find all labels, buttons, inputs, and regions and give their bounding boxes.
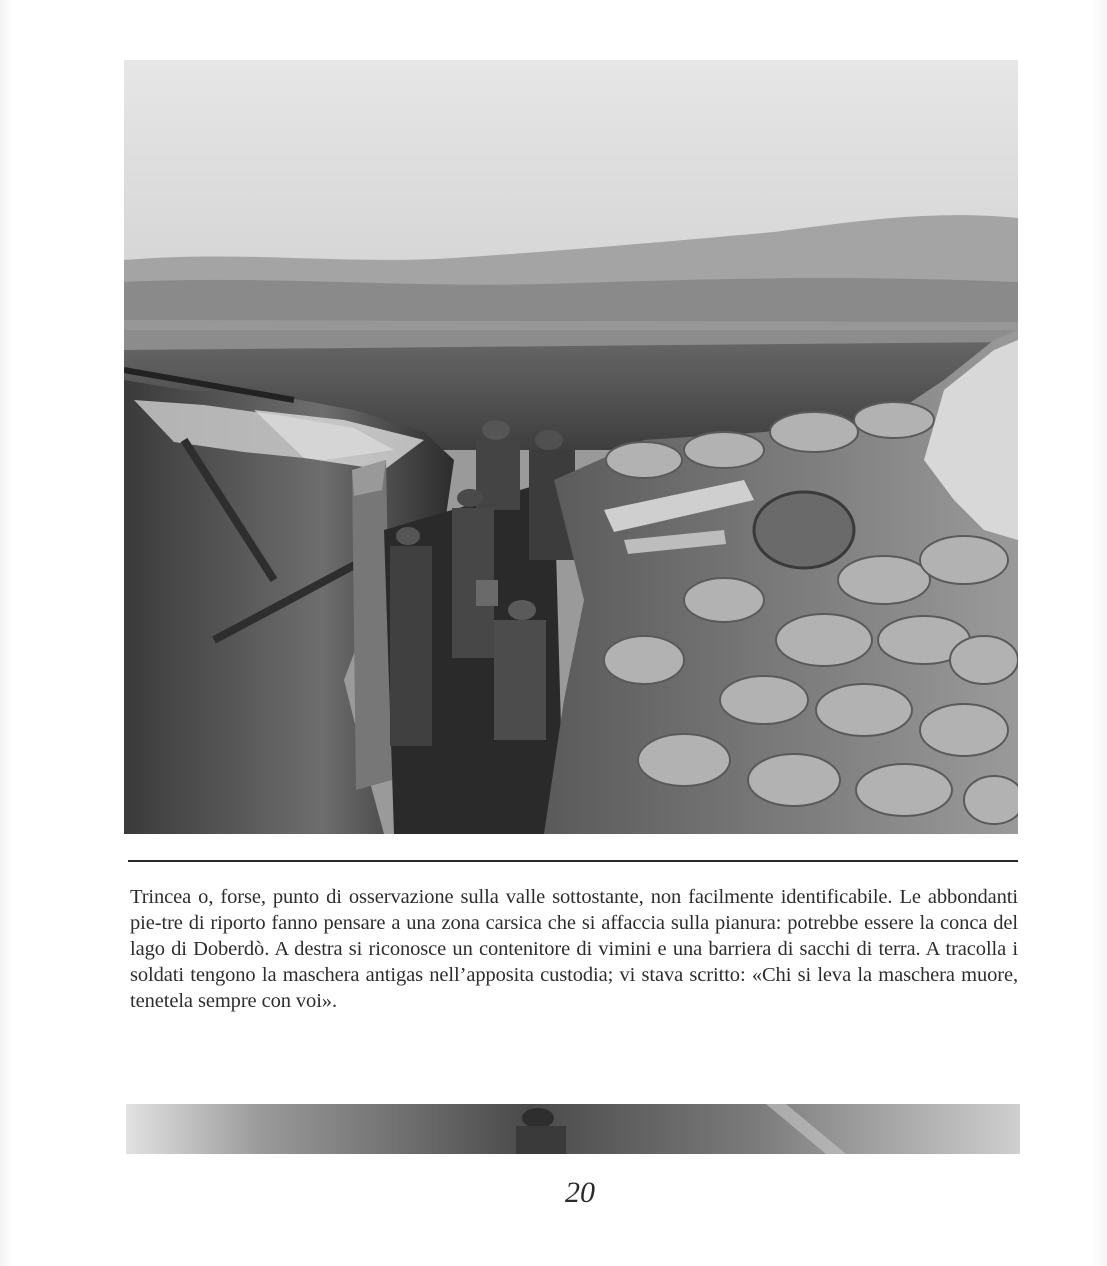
caption-divider xyxy=(128,860,1018,862)
trench-photograph xyxy=(124,60,1018,834)
scan-edge-right xyxy=(1092,0,1107,1266)
photo-caption: Trincea o, forse, punto di osservazione sulla valle sottostante, non facilmente identificabile. Le abbondanti pie-tre di riporto fanno pensare a una zona carsica che si affaccia sulla pianura: potrebbe essere la conca del lago di Doberdò. A destra si riconosce un contenitore di vimini e una barriera di sacchi di terra. A tracolla i soldati tengono la maschera antigas nell’apposita custodia; vi stava scritto: «Chi si leva la maschera muore, tenetela sempre con voi». xyxy=(130,886,1018,1012)
decorative-photo-strip xyxy=(126,1104,1020,1154)
scan-edge-left xyxy=(0,0,12,1266)
wicker-container xyxy=(754,492,854,568)
wooden-post xyxy=(352,460,392,790)
page-number: 20 xyxy=(565,1176,595,1209)
